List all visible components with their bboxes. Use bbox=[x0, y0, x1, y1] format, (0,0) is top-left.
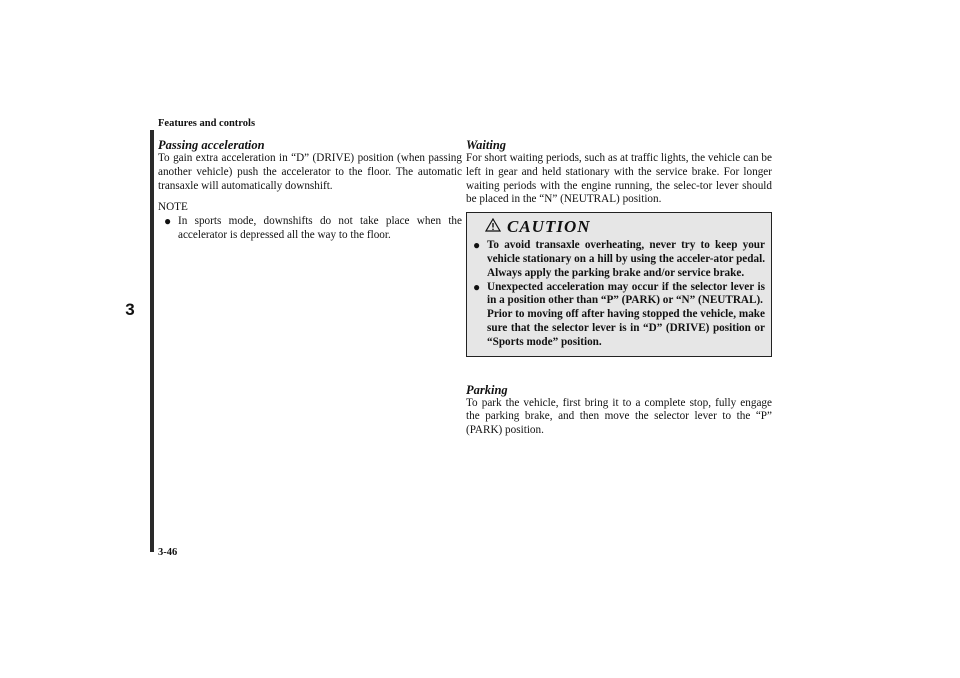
right-column bbox=[466, 138, 772, 438]
waiting-heading: Waiting bbox=[466, 138, 507, 152]
left-column bbox=[158, 138, 462, 243]
warning-triangle-icon bbox=[485, 218, 501, 237]
caution-box bbox=[466, 212, 772, 356]
caution-header bbox=[473, 215, 765, 239]
passing-acceleration-heading: Passing acceleration bbox=[158, 138, 265, 152]
caution-title: CAUTION bbox=[507, 217, 591, 237]
note-item bbox=[164, 215, 462, 243]
caution-item-text: To avoid transaxle overheating, never try to keep your vehicle stationary on a hill by using the acceler-ator pedal. Always apply the parking brake and/or service brake. bbox=[487, 239, 765, 279]
passing-acceleration-body: To gain extra acceleration in “D” (DRIVE) position (when passing another vehicle) push the accelerator to the floor. The automatic transaxle will automatically downshift. bbox=[158, 152, 462, 192]
parking-body: To park the vehicle, first bring it to a complete stop, fully engage the parking brake, and then move the selector lever to the “P” (PARK) position. bbox=[466, 396, 772, 437]
page-number: 3-46 bbox=[158, 547, 178, 558]
waiting-body: For short waiting periods, such as at traffic lights, the vehicle can be left in gear and held stationary with the service brake. For longer waiting periods with the engine running, the selec-tor lever should be placed in the “N” (NEUTRAL) position. bbox=[466, 152, 772, 206]
bullet-icon: ● bbox=[473, 238, 481, 253]
waiting-section bbox=[466, 138, 772, 207]
caution-item-text bbox=[487, 281, 765, 350]
chapter-divider-rule bbox=[150, 130, 154, 552]
section-header-title: Features and controls bbox=[158, 118, 256, 129]
caution-item bbox=[473, 281, 765, 350]
note-text: In sports mode, downshifts do not take place when the accelerator is depressed all the way to the floor. bbox=[178, 215, 462, 241]
caution-item bbox=[473, 239, 765, 280]
bullet-icon: ● bbox=[473, 279, 481, 294]
note-label: NOTE bbox=[158, 201, 188, 214]
caution-item-line: Unexpected acceleration may occur if the selector lever is in a position other than “P” (PARK) or “N” (NEUTRAL). bbox=[487, 280, 765, 307]
caution-item-line: Prior to moving off after having stopped the vehicle, make sure that the selector lever is in “D” (DRIVE) position or “Sports mode” position. bbox=[487, 308, 765, 348]
parking-heading: Parking bbox=[466, 382, 508, 397]
bullet-icon: ● bbox=[164, 214, 172, 229]
chapter-tab-number: 3 bbox=[113, 290, 147, 330]
parking-section bbox=[466, 383, 772, 438]
